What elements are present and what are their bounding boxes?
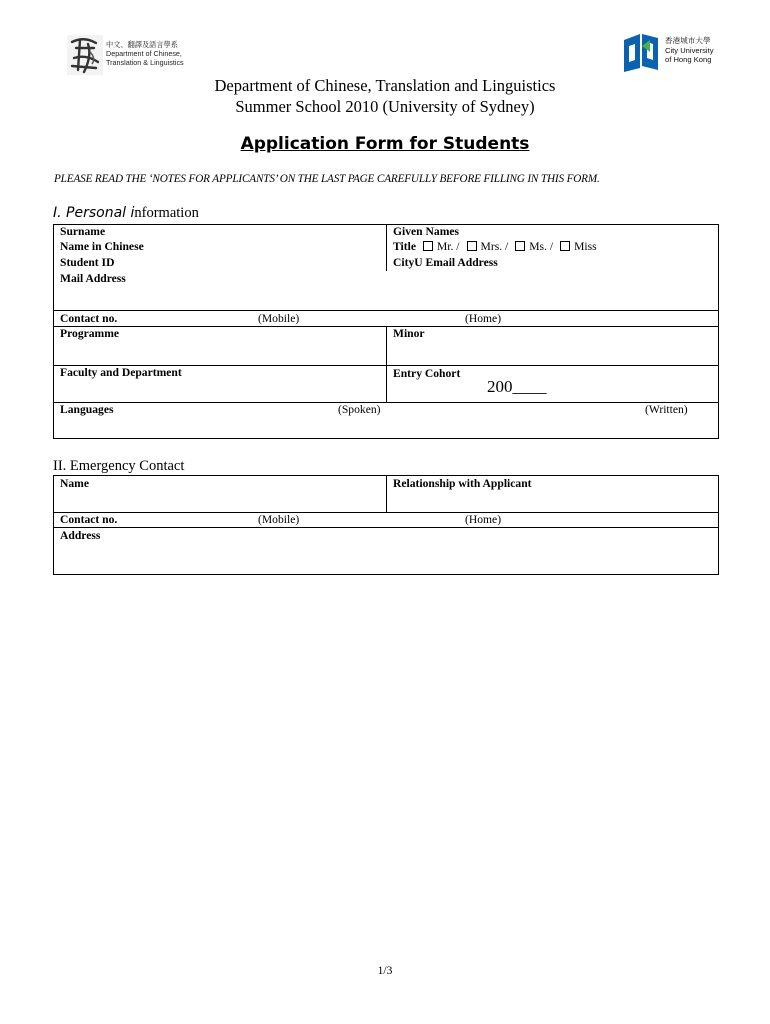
cityu-email-field[interactable]: CityU Email Address [393, 256, 498, 269]
title-label: Title [393, 240, 416, 253]
entry-cohort-field[interactable]: Entry Cohort [393, 367, 461, 380]
divider [53, 527, 719, 528]
cityu-logo-text [665, 36, 714, 65]
title-option-mrs: Mrs. / [480, 240, 509, 253]
emergency-contact-no-field[interactable]: Contact no. [60, 513, 118, 526]
divider [386, 475, 387, 512]
programme-field[interactable]: Programme [60, 327, 120, 340]
emergency-mobile-label: (Mobile) [258, 513, 300, 526]
divider [386, 326, 387, 402]
student-id-field[interactable]: Student ID [60, 256, 115, 269]
faculty-department-field[interactable]: Faculty and Department [60, 366, 182, 379]
divider [53, 512, 719, 513]
department-heading: Department of Chinese, Translation and Linguistics [214, 76, 556, 95]
section-personal-heading-suffix: nformation [134, 205, 199, 221]
divider [53, 310, 719, 311]
mail-address-field[interactable]: Mail Address [60, 272, 126, 285]
divider [386, 224, 387, 271]
written-label: (Written) [645, 403, 688, 416]
checkbox-mrs[interactable] [467, 241, 477, 251]
surname-field[interactable]: Surname [60, 225, 106, 238]
checkbox-ms[interactable] [515, 241, 525, 251]
title-option-ms: Ms. / [529, 240, 554, 253]
checkbox-miss[interactable] [560, 241, 570, 251]
section-personal-heading-prefix: I. Personal i [53, 205, 135, 221]
title-option-mr: Mr. / [436, 240, 460, 253]
cityu-logo [620, 32, 720, 74]
instructions-notice: PLEASE READ THE ‘NOTES FOR APPLICANTS’ ON THE LAST PAGE CAREFULLY BEFORE FILLING IN THIS FORM. [54, 173, 600, 185]
department-logo [66, 34, 190, 78]
contact-no-field[interactable]: Contact no. [60, 312, 118, 325]
title-field [393, 240, 597, 254]
cityu-logo-en1: City University [665, 45, 714, 55]
cohort-value: 200____ [487, 377, 547, 396]
cityu-logo-en2: of Hong Kong [665, 55, 712, 64]
divider [53, 402, 719, 403]
cityu-emblem-icon [620, 32, 662, 74]
mobile-label: (Mobile) [258, 312, 300, 325]
calligraphy-seal-icon [66, 34, 104, 76]
languages-field[interactable]: Languages [60, 403, 114, 416]
spoken-label: (Spoken) [338, 403, 381, 416]
section-emergency-heading: II. Emergency Contact [53, 458, 185, 474]
minor-field[interactable]: Minor [393, 327, 425, 340]
title-option-miss: Miss [574, 240, 597, 253]
cityu-logo-cn: 香港城市大學 [665, 36, 711, 45]
name-in-chinese-field[interactable]: Name in Chinese [60, 240, 144, 253]
given-names-field[interactable]: Given Names [393, 225, 460, 238]
page-number: 1/3 [377, 965, 393, 977]
emergency-home-label: (Home) [465, 513, 502, 526]
home-label: (Home) [465, 312, 502, 325]
department-logo-en1: Department of Chinese, [106, 49, 182, 58]
emergency-name-field[interactable]: Name [60, 477, 89, 490]
form-title: Application Form for Students [240, 134, 530, 154]
department-logo-en2: Translation & Linguistics [106, 58, 184, 67]
summer-school-heading: Summer School 2010 (University of Sydney) [235, 97, 535, 116]
department-logo-text [106, 40, 184, 67]
section-personal-heading [53, 205, 199, 222]
relationship-field[interactable]: Relationship with Applicant [393, 477, 532, 490]
department-logo-cn: 中文、翻譯及語言學系 [106, 40, 178, 49]
checkbox-mr[interactable] [423, 241, 433, 251]
emergency-address-field[interactable]: Address [60, 529, 101, 542]
